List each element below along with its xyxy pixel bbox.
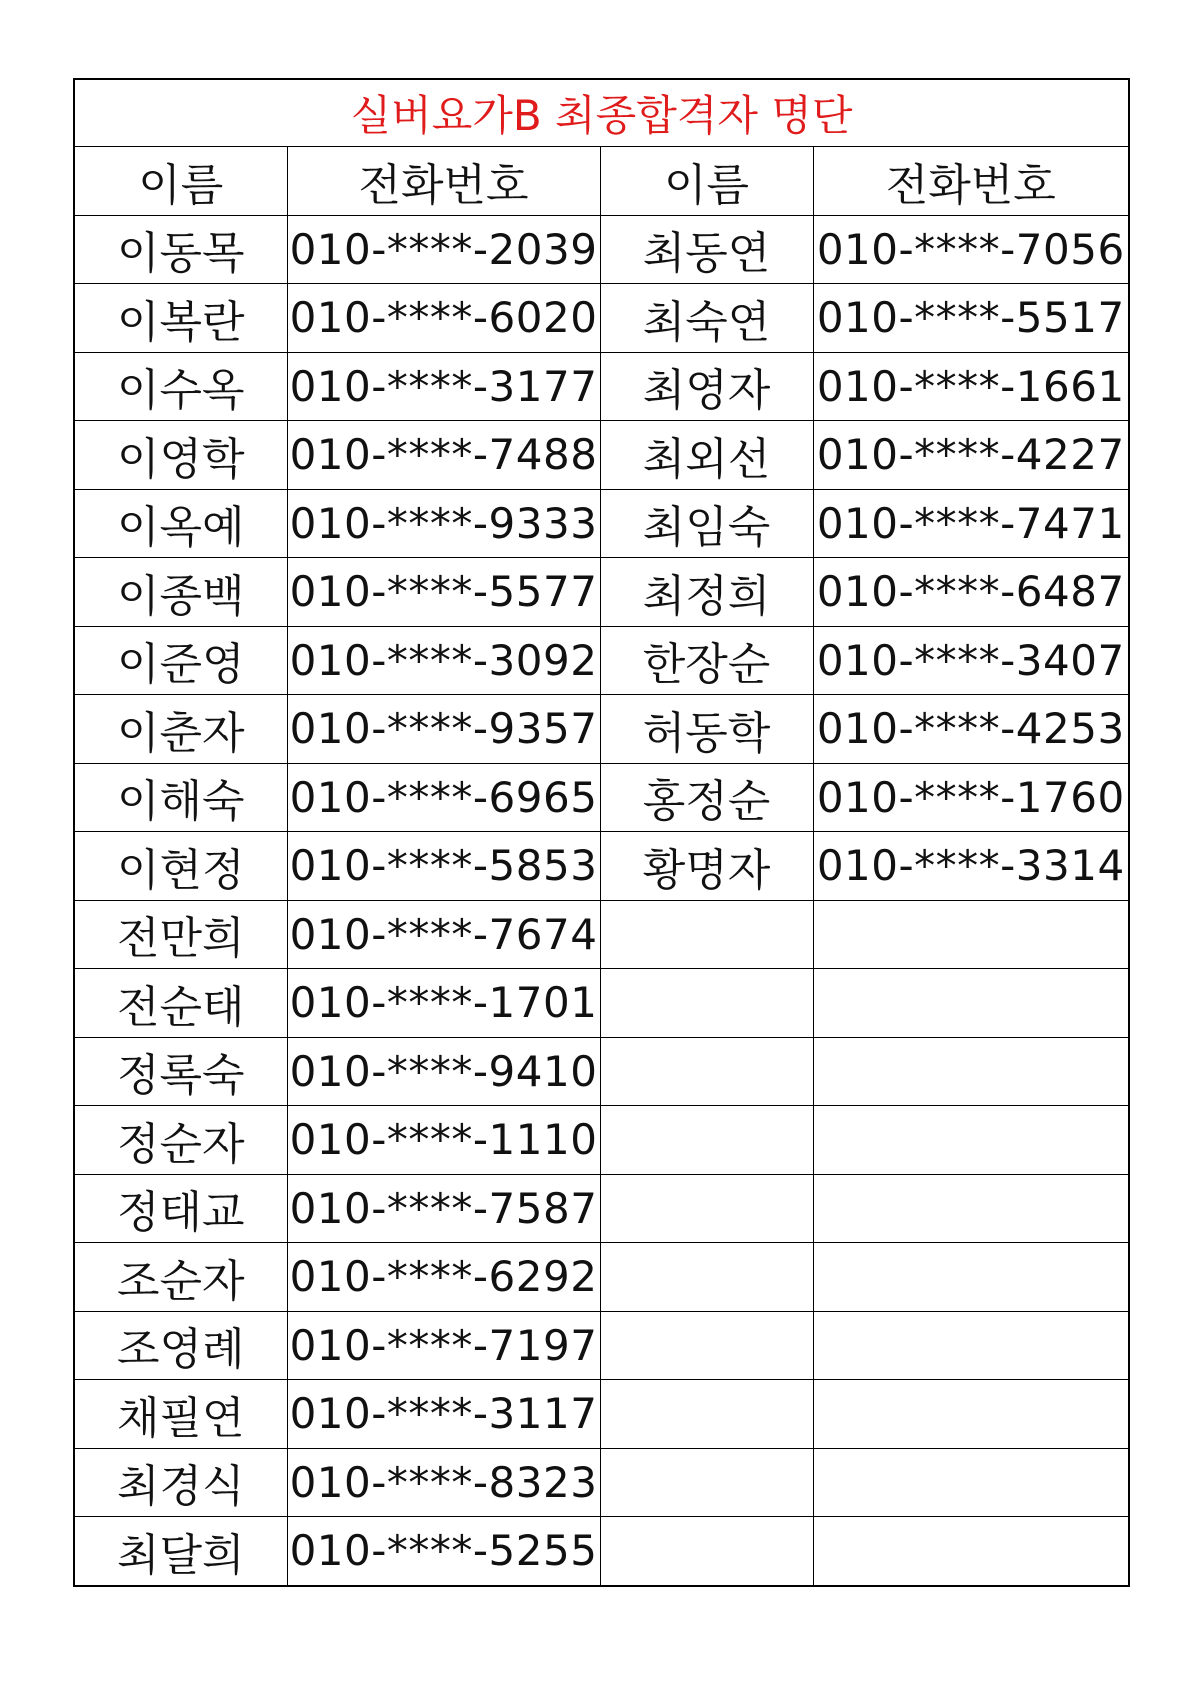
phone-cell: 010-****-9333 (287, 489, 600, 558)
phone-cell: 010-****-5255 (287, 1517, 600, 1586)
name-cell: 최동연 (600, 215, 813, 284)
name-cell: 이종백 (74, 558, 287, 627)
name-cell (600, 1037, 813, 1106)
table-row (74, 832, 1129, 901)
table-row (74, 1243, 1129, 1312)
table-row (74, 763, 1129, 832)
phone-cell: 010-****-5853 (287, 832, 600, 901)
name-cell: 이수옥 (74, 352, 287, 421)
phone-cell: 010-****-3314 (813, 832, 1129, 901)
name-cell: 최정희 (600, 558, 813, 627)
phone-cell: 010-****-4227 (813, 421, 1129, 490)
header-name-2: 이름 (600, 147, 813, 216)
phone-cell: 010-****-5517 (813, 284, 1129, 353)
phone-cell (813, 1448, 1129, 1517)
table-row (74, 626, 1129, 695)
phone-cell: 010-****-6487 (813, 558, 1129, 627)
phone-cell: 010-****-2039 (287, 215, 600, 284)
name-cell: 황명자 (600, 832, 813, 901)
phone-cell: 010-****-1110 (287, 1106, 600, 1175)
phone-cell: 010-****-9410 (287, 1037, 600, 1106)
phone-cell: 010-****-7587 (287, 1174, 600, 1243)
phone-cell (813, 1243, 1129, 1312)
name-cell: 정순자 (74, 1106, 287, 1175)
phone-cell: 010-****-7197 (287, 1311, 600, 1380)
table-row (74, 1174, 1129, 1243)
name-cell: 한장순 (600, 626, 813, 695)
header-phone-2: 전화번호 (813, 147, 1129, 216)
phone-cell (813, 900, 1129, 969)
name-cell (600, 1448, 813, 1517)
name-cell: 최영자 (600, 352, 813, 421)
name-cell: 이복란 (74, 284, 287, 353)
table-row (74, 215, 1129, 284)
phone-cell: 010-****-8323 (287, 1448, 600, 1517)
name-cell: 이영학 (74, 421, 287, 490)
phone-cell: 010-****-7674 (287, 900, 600, 969)
phone-cell (813, 1106, 1129, 1175)
phone-cell (813, 969, 1129, 1038)
phone-cell: 010-****-5577 (287, 558, 600, 627)
table-row (74, 1106, 1129, 1175)
name-cell: 최외선 (600, 421, 813, 490)
header-row (74, 147, 1129, 216)
name-cell: 이해숙 (74, 763, 287, 832)
name-cell (600, 1174, 813, 1243)
name-cell: 이현정 (74, 832, 287, 901)
header-phone-1: 전화번호 (287, 147, 600, 216)
name-cell: 최숙연 (600, 284, 813, 353)
name-cell: 최경식 (74, 1448, 287, 1517)
phone-cell: 010-****-3092 (287, 626, 600, 695)
name-cell (600, 1517, 813, 1586)
name-cell (600, 900, 813, 969)
name-cell: 조영례 (74, 1311, 287, 1380)
name-cell: 정태교 (74, 1174, 287, 1243)
name-cell (600, 1311, 813, 1380)
phone-cell: 010-****-3407 (813, 626, 1129, 695)
phone-cell: 010-****-1701 (287, 969, 600, 1038)
name-cell: 최달희 (74, 1517, 287, 1586)
page-title: 실버요가B 최종합격자 명단 (74, 79, 1129, 147)
phone-cell: 010-****-1661 (813, 352, 1129, 421)
name-cell (600, 1243, 813, 1312)
phone-cell: 010-****-7488 (287, 421, 600, 490)
table-row (74, 969, 1129, 1038)
header-name-1: 이름 (74, 147, 287, 216)
phone-cell: 010-****-7056 (813, 215, 1129, 284)
name-cell: 정록숙 (74, 1037, 287, 1106)
table-row (74, 1517, 1129, 1586)
phone-cell: 010-****-7471 (813, 489, 1129, 558)
name-cell: 홍정순 (600, 763, 813, 832)
phone-cell: 010-****-3117 (287, 1380, 600, 1449)
name-cell: 이준영 (74, 626, 287, 695)
roster-table (73, 78, 1130, 1587)
phone-cell (813, 1174, 1129, 1243)
table-row (74, 489, 1129, 558)
name-cell: 최임숙 (600, 489, 813, 558)
name-cell: 전순태 (74, 969, 287, 1038)
table-row (74, 284, 1129, 353)
title-row (74, 79, 1129, 147)
name-cell: 이동목 (74, 215, 287, 284)
name-cell (600, 1380, 813, 1449)
name-cell: 이옥예 (74, 489, 287, 558)
table-row (74, 1448, 1129, 1517)
phone-cell: 010-****-4253 (813, 695, 1129, 764)
name-cell: 허동학 (600, 695, 813, 764)
phone-cell (813, 1311, 1129, 1380)
name-cell (600, 1106, 813, 1175)
table-row (74, 1380, 1129, 1449)
table-row (74, 1037, 1129, 1106)
phone-cell: 010-****-6965 (287, 763, 600, 832)
name-cell: 채필연 (74, 1380, 287, 1449)
phone-cell (813, 1517, 1129, 1586)
name-cell: 전만희 (74, 900, 287, 969)
name-cell (600, 969, 813, 1038)
phone-cell: 010-****-6020 (287, 284, 600, 353)
name-cell: 조순자 (74, 1243, 287, 1312)
phone-cell (813, 1380, 1129, 1449)
phone-cell: 010-****-6292 (287, 1243, 600, 1312)
table-row (74, 558, 1129, 627)
phone-cell: 010-****-9357 (287, 695, 600, 764)
name-cell: 이춘자 (74, 695, 287, 764)
table-row (74, 695, 1129, 764)
table-row (74, 352, 1129, 421)
table-row (74, 1311, 1129, 1380)
phone-cell: 010-****-3177 (287, 352, 600, 421)
table-row (74, 421, 1129, 490)
phone-cell: 010-****-1760 (813, 763, 1129, 832)
phone-cell (813, 1037, 1129, 1106)
table-row (74, 900, 1129, 969)
